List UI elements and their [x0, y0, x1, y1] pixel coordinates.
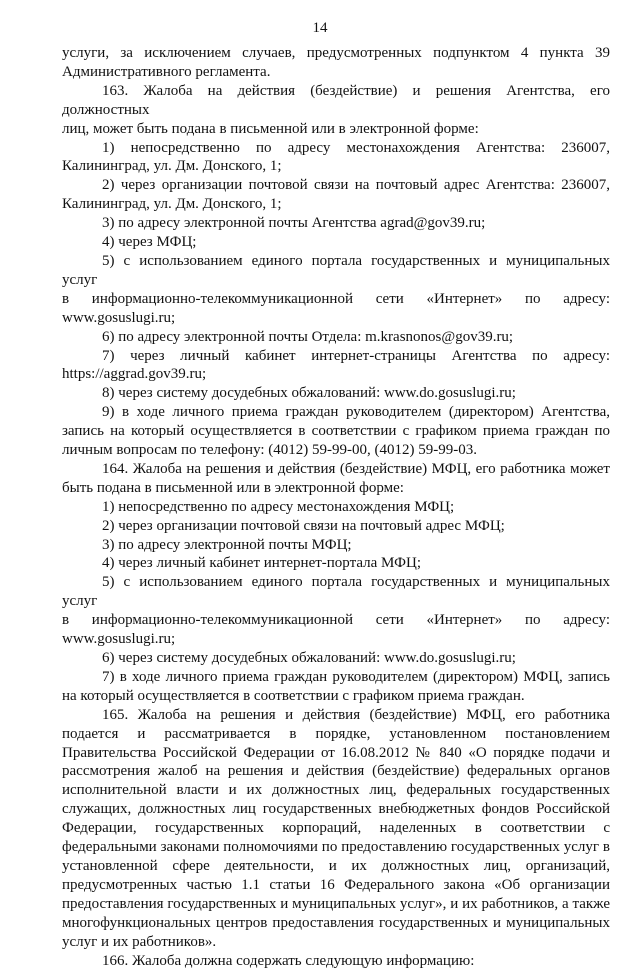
text-line: запись на который осуществляется в соответствии с графиком приема граждан по — [62, 422, 610, 441]
text-line: служащих, должностных лиц государственных внебюджетных фондов Российской — [62, 800, 610, 819]
text-line: личным вопросам по телефону: (4012) 59-99-00, (4012) 59-99-03. — [62, 441, 610, 460]
text-line: 164. Жалоба на решения и действия (бездействие) МФЦ, его работника может — [62, 460, 610, 479]
text-line: 165. Жалоба на решения и действия (бездействие) МФЦ, его работника — [62, 706, 610, 725]
text-line: Калининград, ул. Дм. Донского, 1; — [62, 157, 610, 176]
text-line: 1) непосредственно по адресу местонахождения Агентства: 236007, — [62, 139, 610, 158]
text-line: 8) через систему досудебных обжалований: www.do.gosuslugi.ru; — [62, 384, 610, 403]
text-line: в информационно-телекоммуникационной сети «Интернет» по адресу: — [62, 290, 610, 309]
text-line: 166. Жалоба должна содержать следующую информацию: — [62, 952, 610, 970]
text-line: в информационно-телекоммуникационной сети «Интернет» по адресу: — [62, 611, 610, 630]
text-line: 6) через систему досудебных обжалований: www.do.gosuslugi.ru; — [62, 649, 610, 668]
text-line: федеральными законами полномочиями по предоставлению государственных услуг в — [62, 838, 610, 857]
text-line: 163. Жалоба на действия (бездействие) и решения Агентства, его должностных — [62, 82, 610, 120]
text-line: 4) через личный кабинет интернет-портала МФЦ; — [62, 554, 610, 573]
text-line: 5) с использованием единого портала государственных и муниципальных услуг — [62, 252, 610, 290]
text-line: быть подана в письменной или в электронной форме: — [62, 479, 610, 498]
text-line: 1) непосредственно по адресу местонахождения МФЦ; — [62, 498, 610, 517]
text-line: www.gosuslugi.ru; — [62, 630, 610, 649]
document-body — [62, 44, 610, 970]
text-line: установленной сфере деятельности, и их должностных лиц, организаций, — [62, 857, 610, 876]
text-line: предусмотренных частью 1.1 статьи 16 Федерального закона «Об организации — [62, 876, 610, 895]
text-line: Правительства Российской Федерации от 16.08.2012 № 840 «О порядке подачи и — [62, 744, 610, 763]
text-line: 3) по адресу электронной почты Агентства agrad@gov39.ru; — [62, 214, 610, 233]
text-line: 5) с использованием единого портала государственных и муниципальных услуг — [62, 573, 610, 611]
text-line: 9) в ходе личного приема граждан руководителем (директором) Агентства, — [62, 403, 610, 422]
text-line: 6) по адресу электронной почты Отдела: m.krasnonos@gov39.ru; — [62, 328, 610, 347]
text-line: подается и рассматривается в порядке, установленном постановлением — [62, 725, 610, 744]
text-line: предоставления государственных и муниципальных услуг», и их работников, а также — [62, 895, 610, 914]
text-line: 7) в ходе личного приема граждан руководителем (директором) МФЦ, запись — [62, 668, 610, 687]
text-line: 4) через МФЦ; — [62, 233, 610, 252]
text-line: услуги, за исключением случаев, предусмотренных подпунктом 4 пункта 39 — [62, 44, 610, 63]
text-line: рассмотрения жалоб на решения и действия (бездействие) федеральных органов — [62, 762, 610, 781]
page-number: 14 — [0, 20, 640, 37]
text-line: лиц, может быть подана в письменной или в электронной форме: — [62, 120, 610, 139]
text-line: 2) через организации почтовой связи на почтовый адрес МФЦ; — [62, 517, 610, 536]
text-line: на который осуществляется в соответствии с графиком приема граждан. — [62, 687, 610, 706]
text-line: многофункциональных центров предоставления государственных и муниципальных — [62, 914, 610, 933]
text-line: 7) через личный кабинет интернет-страницы Агентства по адресу: — [62, 347, 610, 366]
text-line: www.gosuslugi.ru; — [62, 309, 610, 328]
text-line: Административного регламента. — [62, 63, 610, 82]
text-line: услуг и их работников». — [62, 933, 610, 952]
text-line: исполнительной власти и их должностных лиц, федеральных государственных — [62, 781, 610, 800]
text-line: Федерации, государственных корпораций, наделенных в соответствии с — [62, 819, 610, 838]
text-line: https://aggrad.gov39.ru; — [62, 365, 610, 384]
text-line: 2) через организации почтовой связи на почтовый адрес Агентства: 236007, — [62, 176, 610, 195]
text-line: Калининград, ул. Дм. Донского, 1; — [62, 195, 610, 214]
text-line: 3) по адресу электронной почты МФЦ; — [62, 536, 610, 555]
